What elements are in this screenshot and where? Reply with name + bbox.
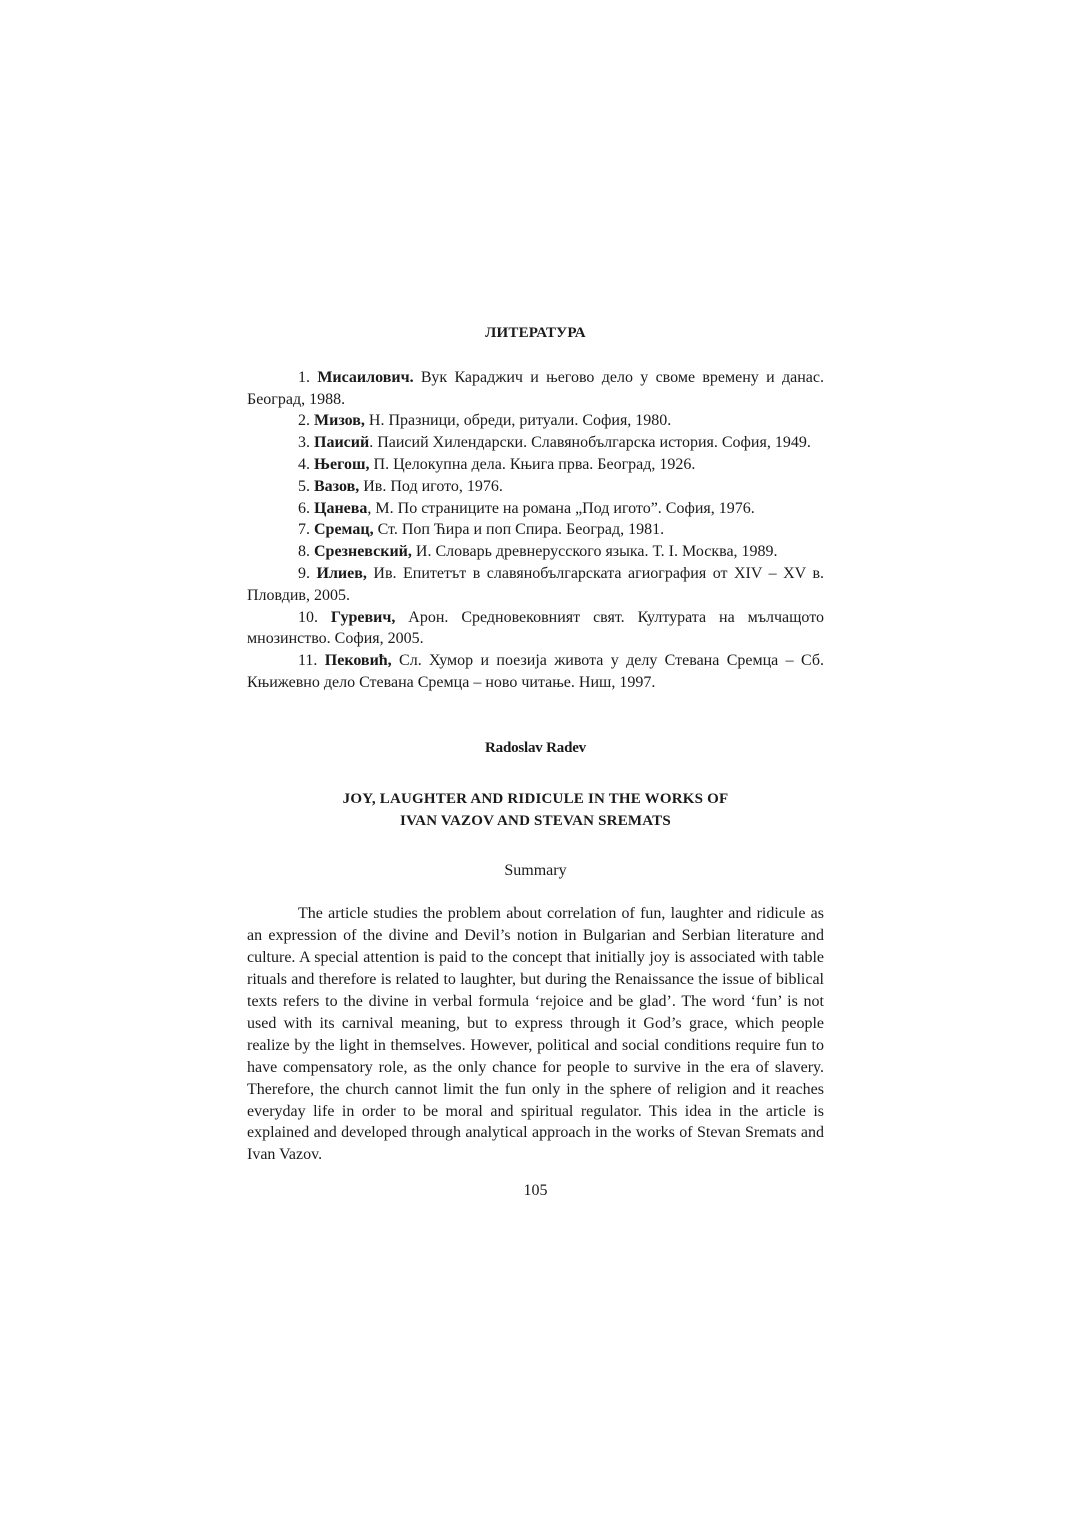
reference-text: . Паисий Хилендарски. Славянобългарска история. София, 1949.: [369, 434, 811, 452]
reference-author: Гуревич,: [330, 608, 396, 626]
summary-abstract: The article studies the problem about correlation of fun, laughter and ridicule as an expression of the divine and Devil’s notion in Bulgarian and Serbian literature and culture. A special attention is paid to the concept that initially joy is associated with table rituals and therefore is related to laughter, but during the Renaissance the issue of biblical texts refers to the divine in verbal formula ‘rejoice and be glad’. The word ‘fun’ is not used with its carnival meaning, but to express through it God’s grace, which people realize by the light in themselves. However, political and social conditions require fun to have compensatory role, as the only chance for people to survive in the era of slavery. Therefore, the church cannot limit the fun only in the sphere of religion and it reaches everyday life in order to be moral and spiritual regulator. This idea in the article is explained and developed through analytical approach in the works of Stevan Sremats and Ivan Vazov.: [247, 905, 824, 1164]
reference-item: [247, 476, 824, 498]
article-title: [247, 788, 824, 832]
reference-text: Вук Караджич и његово дело у своме времену и данас. Београд, 1988.: [247, 368, 824, 408]
reference-author: Цанева: [314, 499, 368, 517]
author-name: Radoslav Radev: [485, 739, 586, 756]
article-title-line: JOY, LAUGHTER AND RIDICULE IN THE WORKS OF: [342, 790, 729, 807]
page-number: 105: [523, 1182, 548, 1200]
reference-number: 7.: [298, 521, 310, 539]
reference-item: [247, 367, 824, 411]
reference-item: [247, 607, 824, 651]
reference-text: , М. По страниците на романа „Под игото”. София, 1976.: [367, 499, 755, 517]
reference-author: Његош,: [314, 455, 370, 473]
reference-author: Мисаилович.: [317, 368, 414, 386]
reference-number: 3.: [298, 434, 310, 452]
reference-text: Ст. Поп Ћира и поп Спира. Београд, 1981.: [373, 521, 665, 539]
reference-item: [247, 541, 824, 563]
reference-number: 9.: [298, 564, 310, 582]
reference-author: Вазов,: [314, 477, 360, 495]
page-content: [247, 323, 824, 1202]
summary-heading: Summary: [504, 861, 567, 879]
references-heading: ЛИТЕРАТУРА: [485, 325, 586, 341]
reference-text: П. Целокупна дела. Књига прва. Београд, 1926.: [369, 455, 696, 473]
reference-text: Н. Празници, обреди, ритуали. София, 1980.: [364, 412, 672, 430]
reference-number: 2.: [298, 412, 310, 430]
reference-item: [247, 519, 824, 541]
reference-number: 4.: [298, 455, 310, 473]
reference-author: Паисий: [314, 434, 370, 452]
reference-item: [247, 498, 824, 520]
reference-text: Сл. Хумор и поезија живота у делу Стевана Сремца – Сб. Књижевно дело Стевана Сремца – ново читање. Ниш, 1997.: [247, 652, 824, 691]
reference-item: [247, 410, 824, 432]
reference-item: [247, 563, 824, 607]
reference-item: [247, 432, 824, 454]
reference-author: Илиев,: [316, 564, 367, 582]
article-title-line: IVAN VAZOV AND STEVAN SREMATS: [400, 812, 671, 829]
reference-author: Срезневский,: [314, 543, 416, 561]
reference-number: 6.: [298, 499, 310, 517]
reference-author: Мизов,: [314, 412, 365, 430]
reference-text: Ив. Епитетът в славянобългарската агиография от XIV – XV в. Пловдив, 2005.: [247, 564, 825, 604]
reference-text: И. Словарь древнерусского языка. Т. I. Москва, 1989.: [415, 543, 778, 561]
reference-number: 8.: [298, 543, 310, 561]
reference-author: Сремац,: [314, 521, 374, 539]
reference-number: 1.: [298, 368, 310, 386]
reference-item: [247, 650, 824, 694]
reference-text: Ив. Под игото, 1976.: [359, 477, 503, 495]
reference-author: Пековић,: [324, 652, 392, 670]
references-list: [247, 367, 824, 694]
reference-text: Арон. Средновековният свят. Културата на мълчащото мнозинство. София, 2005.: [247, 608, 825, 648]
reference-number: 10.: [298, 608, 318, 626]
reference-number: 5.: [298, 477, 310, 495]
reference-number: 11.: [298, 652, 318, 670]
reference-item: [247, 454, 824, 476]
